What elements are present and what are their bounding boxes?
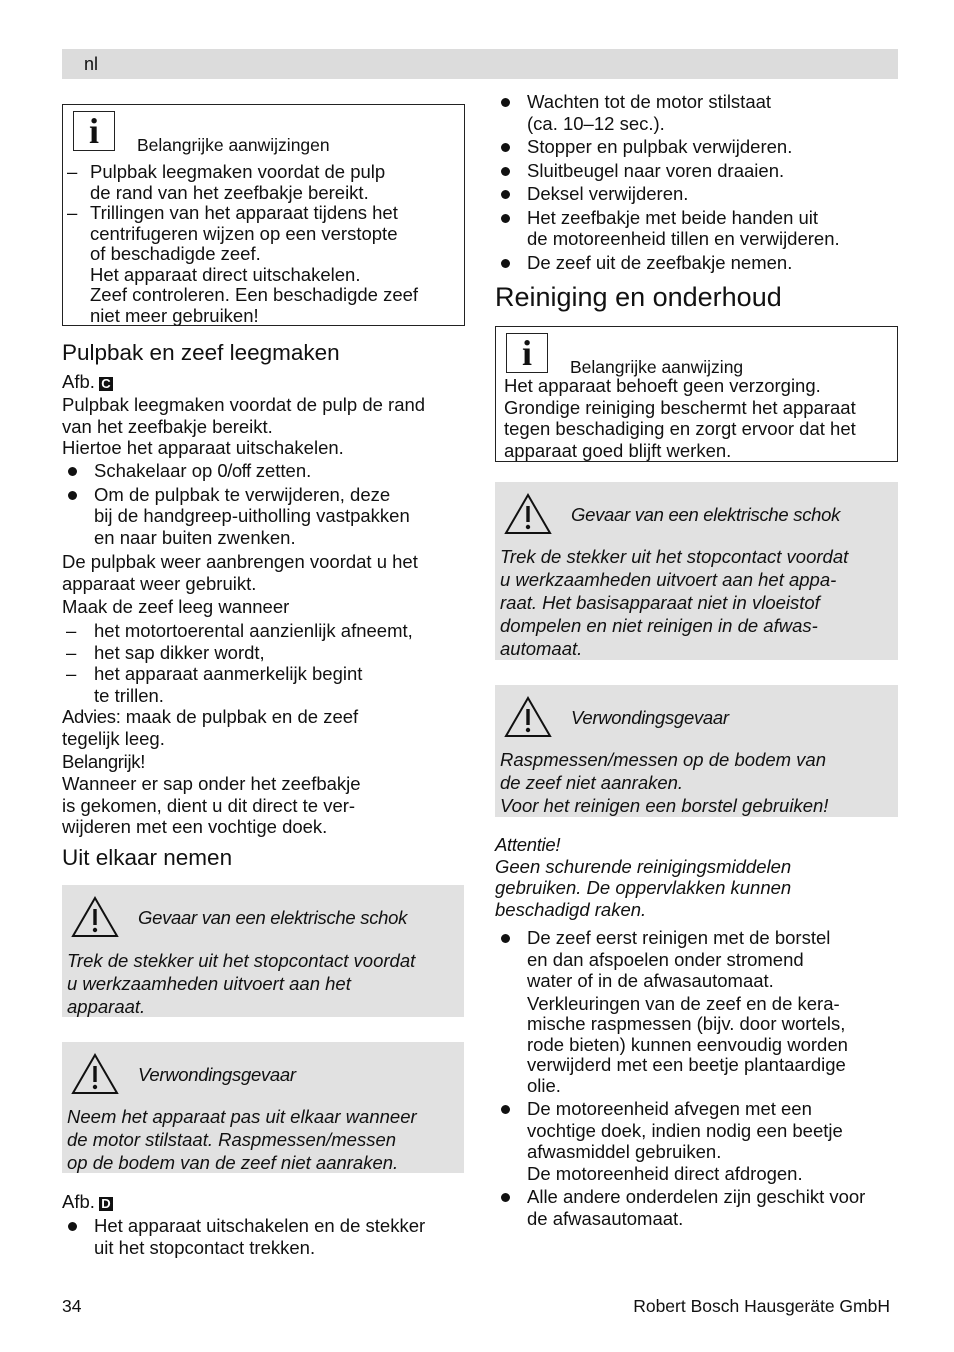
figure-c-badge: C bbox=[99, 377, 113, 391]
discoloration-note: Verkleuringen van de zeef en de kera- mische raspmessen (bijv. door wortels, rode bieten) kunnen eenvoudig worden verwijderd met een beetje plantaardige olie. bbox=[527, 992, 848, 1096]
list-item: – het sap dikker wordt, bbox=[66, 641, 265, 663]
notice-item: – Trillingen van het apparaat tijdens het centrifugeren wijzen op een verstopte of beschadigde zeef. Het apparaat direct uitschakelen. Zeef controleren. Een beschadigde zeef niet meer gebruiken! bbox=[67, 202, 419, 326]
warning-title: Verwondingsgevaar bbox=[571, 707, 729, 728]
empty-when-text: Maak de zeef leeg wanneer bbox=[62, 596, 290, 617]
warning-body: Trek de stekker uit het stopcontact voordat u werkzaamheden uitvoert aan het apparaat. bbox=[67, 950, 416, 1017]
notice-body: Het apparaat behoeft geen verzorging. Grondige reiniging beschermt het apparaat tegen beschadiging en zorgt ervoor dat het apparaat goed blijft werken. bbox=[504, 375, 856, 461]
list-item: – het apparaat aanmerkelijk begint te trillen. bbox=[66, 663, 363, 706]
attention-title: Attentie! bbox=[495, 834, 561, 855]
section-heading-disassemble: Uit elkaar nemen bbox=[62, 845, 233, 870]
warning-triangle-icon bbox=[70, 1052, 120, 1096]
attention-block: Attentie! Geen schurende reinigingsmiddelen gebruiken. De oppervlakken kunnen beschadigd raken. bbox=[495, 834, 898, 920]
language-code: nl bbox=[84, 54, 99, 74]
list-item: – het motortoerental aanzienlijk afneemt, bbox=[66, 620, 413, 641]
info-icon: i bbox=[506, 333, 548, 373]
warning-triangle-icon bbox=[70, 895, 120, 939]
list-item: De zeef eerst reinigen met de borstel en dan afspoelen onder stromend water of in de afwasautomaat. Verkleuringen van de zeef en de kera- mische raspmessen (bijv. door wortels, rode bieten) kunnen eenvoudig worden verwijderd met een beetje plantaardige olie. bbox=[495, 927, 898, 1096]
notice-body bbox=[65, 162, 458, 326]
list-item: Alle andere onderdelen zijn geschikt voor de afwasautomaat. bbox=[495, 1186, 898, 1229]
list-item: Sluitbeugel naar voren draaien. bbox=[495, 160, 898, 182]
important-notice-box bbox=[495, 326, 898, 462]
warning-triangle-icon bbox=[503, 695, 553, 739]
warning-body: Neem het apparaat pas uit elkaar wanneer de motor stilstaat. Raspmessen/messen op de bodem van de zeef niet aanraken. bbox=[67, 1106, 417, 1173]
cleaning-bullets bbox=[495, 927, 898, 1229]
figure-d-badge: D bbox=[99, 1197, 113, 1211]
empty-when-list bbox=[62, 620, 466, 706]
list-item: Het zeefbakje met beide handen uit de motoreenheid tillen en verwijderen. bbox=[495, 207, 898, 250]
disassemble-steps bbox=[495, 91, 898, 273]
disassemble-bullets bbox=[62, 1215, 466, 1258]
notice-item: – Pulpbak leegmaken voordat de pulp de rand van het zeefbakje bereikt. bbox=[67, 161, 386, 203]
warning-title: Gevaar van een elektrische schok bbox=[571, 504, 841, 525]
info-icon: i bbox=[73, 111, 115, 151]
figure-ref-d: Afb. D bbox=[62, 1191, 466, 1213]
list-item: Om de pulpbak te verwijderen, deze bij de handgreep-uitholling vastpakken en naar buiten zwenken. bbox=[62, 484, 466, 549]
warning-injury bbox=[495, 685, 898, 817]
warning-title: Verwondingsgevaar bbox=[138, 1064, 296, 1085]
empty-intro: Pulpbak leegmaken voordat de pulp de rand van het zeefbakje bereikt. Hiertoe het apparaat uitschakelen. bbox=[62, 394, 426, 458]
warning-body: Trek de stekker uit het stopcontact voordat u werkzaamheden uitvoert aan het appa- raat. Het basisapparaat niet in vloeistof dompelen en niet reinigen in de afwas- automaat. bbox=[500, 546, 849, 659]
notice-title: Belangrijke aanwijzing bbox=[570, 357, 744, 377]
warning-electric-shock bbox=[62, 885, 464, 1017]
figure-ref-c: Afb. C bbox=[62, 371, 466, 393]
notice-title: Belangrijke aanwijzingen bbox=[137, 135, 330, 155]
reinstall-text: De pulpbak weer aanbrengen voordat u het apparaat weer gebruikt. bbox=[62, 551, 418, 594]
section-heading-cleaning: Reiniging en onderhoud bbox=[495, 282, 782, 312]
warning-injury bbox=[62, 1042, 464, 1173]
important-notice-box bbox=[62, 104, 465, 326]
list-item: De motoreenheid afvegen met een vochtige doek, indien nodig een beetje afwasmiddel gebruiken. De motoreenheid direct afdrogen. bbox=[495, 1098, 898, 1184]
list-item: Deksel verwijderen. bbox=[495, 183, 898, 205]
empty-bullets bbox=[62, 460, 466, 548]
advice-text: Advies: maak de pulpbak en de zeef tegelijk leeg. bbox=[62, 706, 359, 749]
list-item: Schakelaar op 0/off zetten. bbox=[62, 460, 466, 482]
language-bar bbox=[62, 49, 898, 79]
juice-warning-text: Wanneer er sap onder het zeefbakje is gekomen, dient u dit direct te ver- wijderen met een vochtige doek. bbox=[62, 773, 361, 837]
warning-title: Gevaar van een elektrische schok bbox=[138, 907, 408, 928]
list-item: De zeef uit de zeefbakje nemen. bbox=[495, 252, 898, 274]
warning-triangle-icon bbox=[503, 492, 553, 536]
list-item: Wachten tot de motor stilstaat (ca. 10–12 sec.). bbox=[495, 91, 898, 134]
warning-body: Raspmessen/messen op de bodem van de zeef niet aanraken. Voor het reinigen een borstel gebruiken! bbox=[500, 749, 829, 816]
important-label: Belangrijk! bbox=[62, 751, 146, 772]
page-number: 34 bbox=[62, 1296, 82, 1316]
list-item: Stopper en pulpbak verwijderen. bbox=[495, 136, 898, 158]
section-heading-empty: Pulpbak en zeef leegmaken bbox=[62, 340, 340, 365]
list-item: Het apparaat uitschakelen en de stekker uit het stopcontact trekken. bbox=[62, 1215, 466, 1258]
warning-electric-shock bbox=[495, 482, 898, 660]
company-name: Robert Bosch Hausgeräte GmbH bbox=[633, 1296, 890, 1316]
